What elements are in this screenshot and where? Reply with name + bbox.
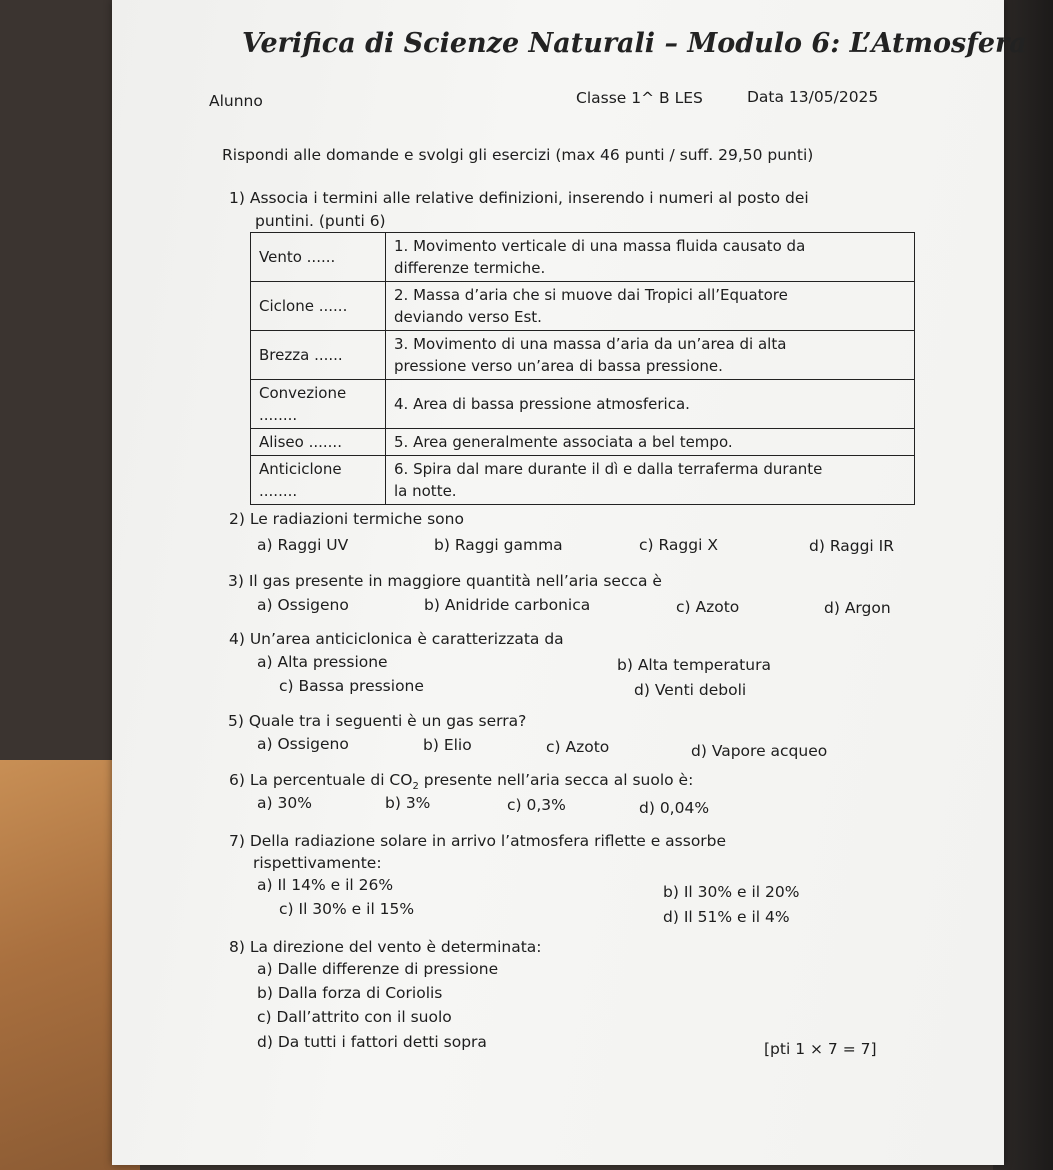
q2-option-b: b) Raggi gamma [434,536,563,554]
q3-option-d: d) Argon [824,599,891,617]
q7-text-line1: 7) Della radiazione solare in arrivo l’atmosfera riflette e assorbe [229,832,727,850]
q7-option-a: a) Il 14% e il 26% [257,876,394,894]
q7-option-d: d) Il 51% e il 4% [663,908,790,926]
q7-option-b: b) Il 30% e il 20% [663,883,800,901]
q4-option-d: d) Venti deboli [634,681,747,699]
q5-text: 5) Quale tra i seguenti è un gas serra? [228,712,527,730]
term-cell: Convezione ........ [251,380,386,429]
q1-text-line2: puntini. (punti 6) [255,212,386,230]
q7-text-line2: rispettivamente: [253,854,382,872]
definition-cell: 1. Movimento verticale di una massa fluida causato da differenze termiche. [386,233,915,282]
q6-option-d: d) 0,04% [639,799,710,817]
table-row [251,331,915,380]
q2-option-d: d) Raggi IR [809,537,894,555]
q8-option-a: a) Dalle differenze di pressione [257,960,499,978]
definition-cell: 5. Area generalmente associata a bel tempo. [386,429,915,456]
q8-option-d: d) Da tutti i fattori detti sopra [257,1033,487,1051]
table-row [251,429,915,456]
q8-option-c: c) Dall’attrito con il suolo [257,1008,452,1026]
q4-option-a: a) Alta pressione [257,653,388,671]
definition-cell: 4. Area di bassa pressione atmosferica. [386,380,915,429]
q6-text: 6) La percentuale di $CO_2$ presente nell’aria secca al suolo è: [229,771,694,793]
instructions: Rispondi alle domande e svolgi gli esercizi (max 46 punti / suff. 29,50 punti) [222,146,814,164]
points-label: [pti 1 × 7 = 7] [764,1040,877,1058]
term-cell: Ciclone ...... [251,282,386,331]
q3-text: 3) Il gas presente in maggiore quantità nell’aria secca è [228,572,662,590]
term-cell: Anticiclone ........ [251,456,386,505]
q2-option-a: a) Raggi UV [257,536,349,554]
q3-option-c: c) Azoto [676,598,740,616]
q4-text: 4) Un’area anticiclonica è caratterizzata da [229,630,564,648]
q5-option-b: b) Elio [423,736,472,754]
q5-option-d: d) Vapore acqueo [691,742,828,760]
term-cell: Vento ...... [251,233,386,282]
q6-option-a: a) 30% [257,794,312,812]
q1-text-line1: 1) Associa i termini alle relative definizioni, inserendo i numeri al posto dei [229,189,809,207]
exam-sheet [112,0,1027,1165]
q8-text: 8) La direzione del vento è determinata: [229,938,542,956]
table-row [251,282,915,331]
page-title: Verifica di Scienze Naturali – Modulo 6: L’Atmosfera [242,28,1027,59]
term-cell: Brezza ...... [251,331,386,380]
q2-option-c: c) Raggi X [639,536,718,554]
q7-option-c: c) Il 30% e il 15% [279,900,415,918]
table-row [251,233,915,282]
definition-cell: 3. Movimento di una massa d’aria da un’area di alta pressione verso un’area di bassa pressione. [386,331,915,380]
association-table [250,232,915,505]
date-label: Data 13/05/2025 [747,88,879,106]
q3-option-b: b) Anidride carbonica [424,596,591,614]
q6-option-c: c) 0,3% [507,796,566,814]
table-row [251,380,915,429]
definition-cell: 2. Massa d’aria che si muove dai Tropici all’Equatore deviando verso Est. [386,282,915,331]
q5-option-c: c) Azoto [546,738,610,756]
q8-option-b: b) Dalla forza di Coriolis [257,984,443,1002]
term-cell: Aliseo ....... [251,429,386,456]
table-row [251,456,915,505]
q5-option-a: a) Ossigeno [257,735,349,753]
class-label: Classe 1^ B LES [576,89,703,107]
q2-text: 2) Le radiazioni termiche sono [229,510,464,528]
student-name-label: Alunno [209,92,263,110]
q4-option-c: c) Bassa pressione [279,677,424,695]
q4-option-b: b) Alta temperatura [617,656,771,674]
definition-cell: 6. Spira dal mare durante il dì e dalla terraferma durante la notte. [386,456,915,505]
q6-option-b: b) 3% [385,794,431,812]
q3-option-a: a) Ossigeno [257,596,349,614]
